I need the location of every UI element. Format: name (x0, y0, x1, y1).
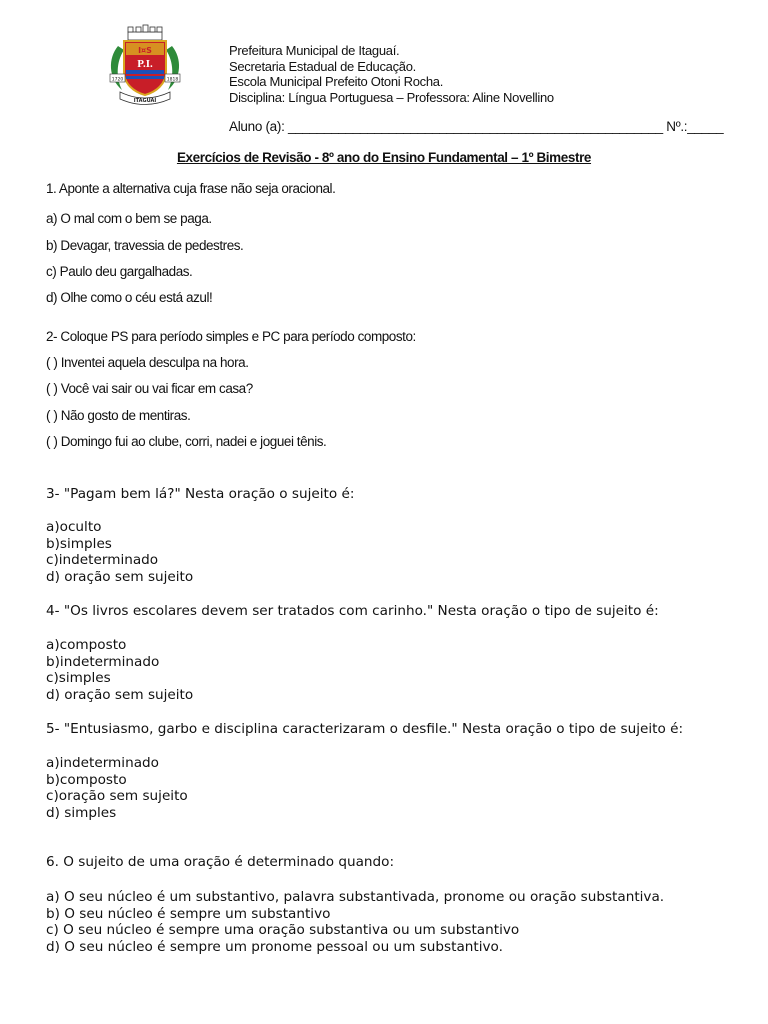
student-name-line: Aluno (a): ____________________________________________________ Nº.:_____ (229, 119, 724, 134)
q1-option-c: c) Paulo deu gargalhadas. (46, 264, 193, 279)
q5-option-a: a)indeterminado (46, 755, 159, 771)
q2-item-1: ( ) Inventei aquela desculpa na hora. (46, 355, 249, 370)
itaguai-coat-of-arms (104, 24, 186, 106)
question-5: 5- "Entusiasmo, garbo e disciplina caracterizaram o desfile." Nesta oração o tipo de sujeito é: (46, 721, 684, 737)
crown-icon (128, 25, 162, 40)
question-1: 1. Aponte a alternativa cuja frase não seja oracional. (46, 181, 336, 196)
q6-options (46, 889, 664, 956)
q5-option-c: c)oração sem sujeito (46, 788, 188, 805)
header-disciplina: Disciplina: Língua Portuguesa – Professora: Aline Novellino (229, 89, 554, 105)
right-branch-icon (166, 46, 179, 90)
header-secretaria: Secretaria Estadual de Educação. (229, 58, 416, 74)
crest-ribbon-text: ITAGUAÍ (133, 98, 157, 104)
q3-option-a: a)oculto (46, 519, 102, 535)
q3-option-d: d) oração sem sujeito (46, 569, 194, 586)
q5-option-b: b)composto (46, 771, 127, 788)
q2-item-2: ( ) Você vai sair ou vai ficar em casa? (46, 381, 253, 396)
q6-option-c: c) O seu núcleo é sempre uma oração substantiva ou um substantivo (46, 922, 520, 939)
q1-option-a: a) O mal com o bem se paga. (46, 211, 212, 226)
q4-option-a: a)composto (46, 637, 127, 653)
header-prefeitura: Prefeitura Municipal de Itaguaí. (229, 43, 400, 58)
question-4: 4- "Os livros escolares devem ser tratados com carinho." Nesta oração o tipo de sujeito é: (46, 603, 659, 619)
page-title: Exercícios de Revisão - 8º ano do Ensino Fundamental – 1º Bimestre (176, 150, 592, 165)
q5-option-d: d) simples (46, 805, 117, 822)
q4-option-d: d) oração sem sujeito (46, 687, 194, 704)
header-escola: Escola Municipal Prefeito Otoni Rocha. (229, 74, 444, 89)
q1-option-d: d) Olhe como o céu está azul! (46, 290, 213, 305)
q5-options (46, 755, 188, 822)
q3-options (46, 519, 193, 586)
q1-option-b: b) Devagar, travessia de pedestres. (46, 238, 244, 253)
q4-options (46, 637, 193, 704)
question-6: 6. O sujeito de uma oração é determinado quando: (46, 854, 395, 870)
q4-option-b: b)indeterminado (46, 653, 160, 670)
crest-year-right: 1818 (166, 77, 179, 83)
q6-option-a: a) O seu núcleo é um substantivo, palavra substantivada, pronome ou oração substantiva. (46, 889, 665, 905)
question-3: 3- "Pagam bem lá?" Nesta oração o sujeito é: (46, 486, 355, 502)
left-branch-icon (111, 46, 124, 90)
q2-item-4: ( ) Domingo fui ao clube, corri, nadei e joguei tênis. (46, 434, 327, 449)
q3-option-c: c)indeterminado (46, 552, 159, 569)
q3-option-b: b)simples (46, 535, 112, 552)
crest-letters: P.I. (137, 58, 153, 70)
q2-item-3: ( ) Não gosto de mentiras. (46, 408, 191, 423)
school-header (229, 43, 554, 105)
q6-option-d: d) O seu núcleo é sempre um pronome pessoal ou um substantivo. (46, 939, 503, 956)
question-2: 2- Coloque PS para período simples e PC para período composto: (46, 329, 416, 344)
q6-option-b: b) O seu núcleo é sempre um substantivo (46, 905, 331, 922)
crest-year-left: 1720 (111, 77, 124, 83)
svg-text:I¤S: I¤S (138, 46, 152, 55)
q4-option-c: c)simples (46, 670, 111, 687)
